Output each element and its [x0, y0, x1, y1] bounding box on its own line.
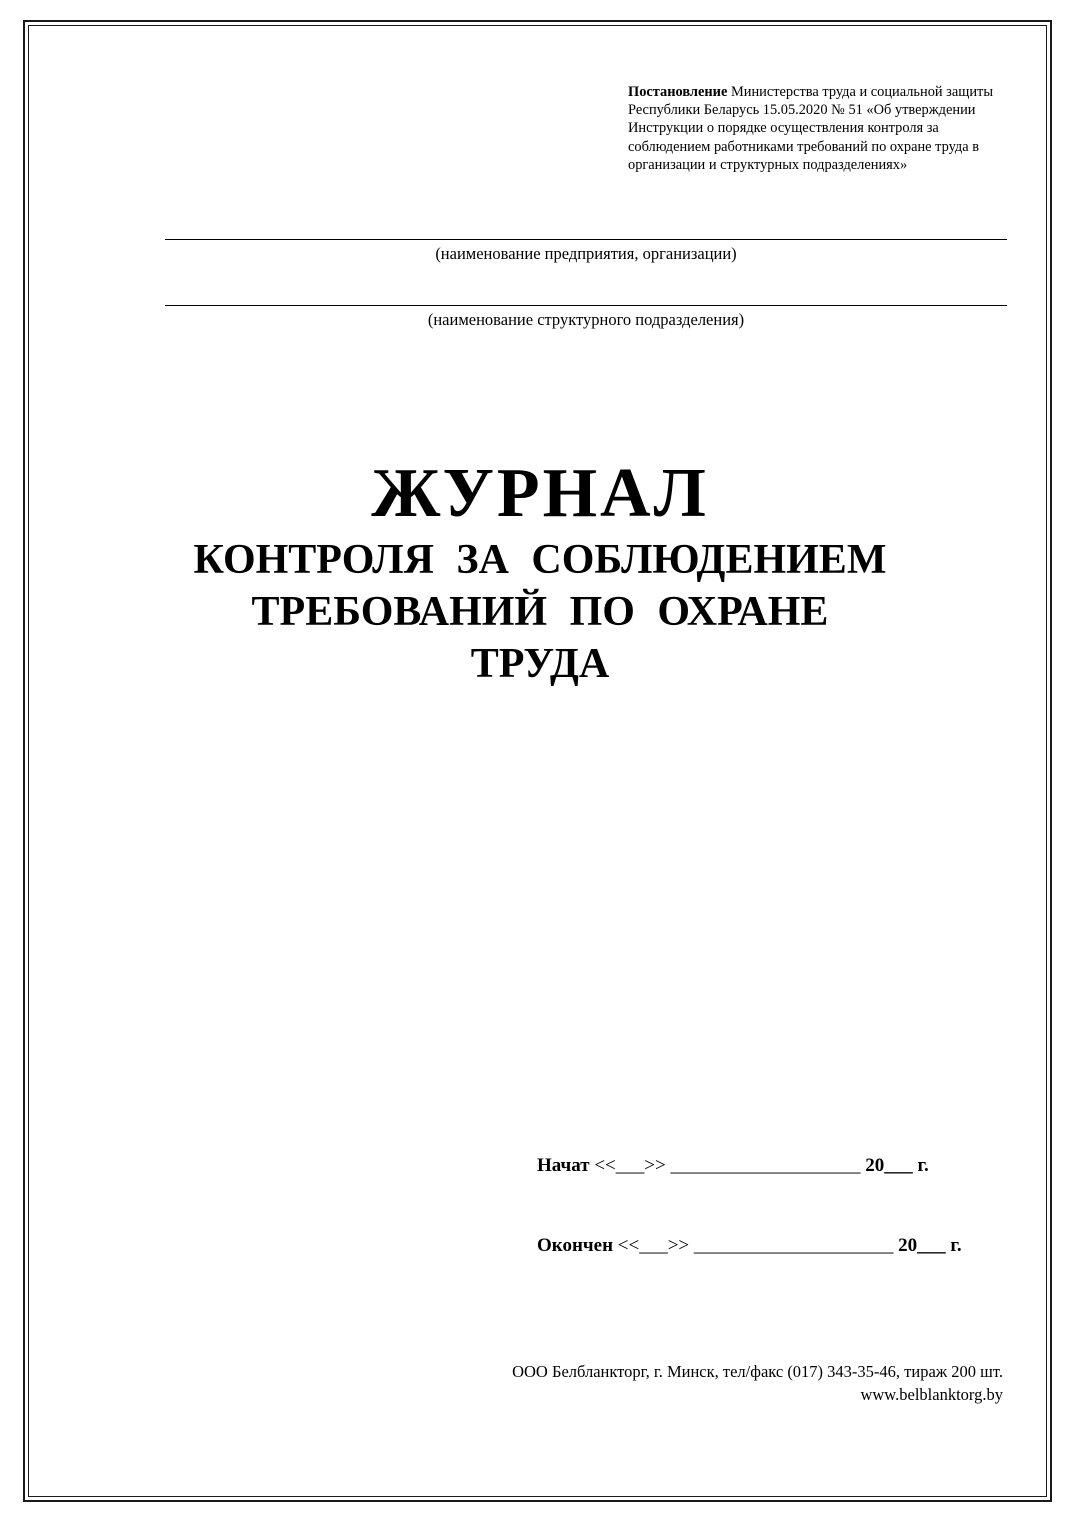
publisher-line: ООО Белбланкторг, г. Минск, тел/факс (017) 343-35-46, тираж 200 шт.: [512, 1362, 1003, 1381]
journal-title: ЖУРНАЛ: [371, 455, 709, 532]
decree-bold-lead: Постановление: [628, 84, 728, 100]
end-date-row: [537, 1234, 962, 1258]
organization-name-caption: (наименование предприятия, организации): [435, 244, 737, 263]
end-date-year: 20___ г.: [898, 1235, 962, 1256]
start-date-year: 20___ г.: [865, 1155, 929, 1176]
start-date-label: Начат: [537, 1155, 590, 1176]
decree-line-3: Инструкции о порядке осуществления контроля за: [628, 120, 939, 137]
publisher-info: [512, 1360, 1003, 1406]
decree-line-5: организации и структурных подразделениях»: [628, 156, 908, 173]
decree-reference: [628, 83, 1008, 174]
journal-subtitle-line-1: КОНТРОЛЯ ЗА СОБЛЮДЕНИЕМ: [193, 537, 887, 583]
decree-line-1: [628, 83, 1008, 101]
decree-line-2: Республики Беларусь 15.05.2020 № 51 «Об утверждении: [628, 102, 976, 119]
journal-subtitle-line-3: ТРУДА: [470, 641, 610, 687]
organization-name-line: [165, 239, 1007, 240]
publisher-website: www.belblanktorg.by: [860, 1385, 1003, 1404]
journal-subtitle-line-2: ТРЕБОВАНИЙ ПО ОХРАНЕ: [251, 589, 829, 635]
start-date-fill: <<___>> ____________________: [589, 1155, 866, 1176]
journal-subtitle: [0, 534, 1080, 690]
decree-line-4: соблюдением работниками требований по охране труда в: [628, 138, 980, 155]
end-date-fill: <<___>> _____________________: [613, 1235, 899, 1256]
end-date-label: Окончен: [537, 1235, 614, 1256]
subdivision-name-caption: (наименование структурного подразделения): [427, 310, 745, 329]
subdivision-name-line: [165, 305, 1007, 306]
start-date-row: [537, 1154, 929, 1178]
decree-line-1-rest: Министерства труда и социальной защиты: [727, 84, 993, 100]
